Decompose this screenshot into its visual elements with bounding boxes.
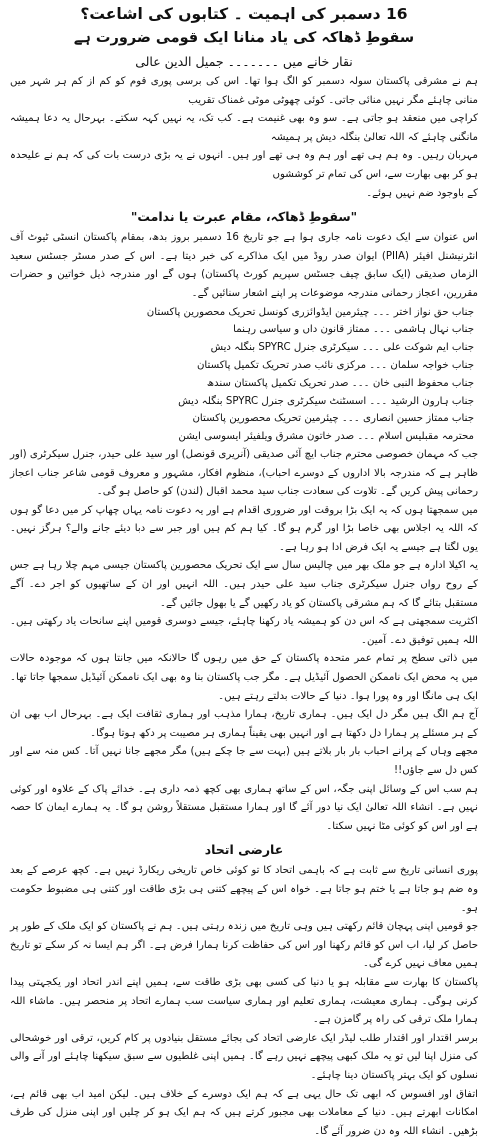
section-heading: "سقوطِ ڈھاکہ، مقام عبرت یا ندامت" [10,207,478,227]
speaker-list [10,304,478,446]
list-item: جناب ایم شوکت علی ۔۔۔ سیکرٹری جنرل SPYRC بنگلہ دیش [10,339,474,357]
list-item: جناب حق نواز اختر ۔۔۔ چیئرمین ایڈوائزری کونسل تحریک محصورین پاکستان [10,304,474,322]
article-subtitle: سقوطِ ڈھاکہ کی یاد منانا ایک قومی ضرورت ہے [10,27,478,49]
paragraph: اکثریت سمجھتی ہے کہ اس دن کو ہمیشہ یاد رکھنا چاہئے، جیسے دوسری قومیں اپنے سانحات یاد رکھتی ہیں۔ اللہ ہمیں توفیق دے۔ آمین۔ [10,613,478,650]
paragraph: مجھے وہاں کے پرانے احباب بار بار بلاتے ہیں (بہت سے جا چکے ہیں) مگر مجھے جانا نہیں آتا۔ کس منہ سے اور کس دل سے جاؤں!! [10,743,478,780]
paragraph: ہم سب اس کے وسائل اپنی جگہ، اس کے ساتھ ہماری بھی کچھ ذمہ داری ہے۔ خدائے پاک کے علاوہ اور کوئی نہیں ہے۔ انشاء اللہ تعالیٰ ایک نیا دور آئے گا اور ہمارا مستقبل مستقلاً روشن ہو گا۔ یہ ہمارے ایمان کا حصہ ہے اور اس کو کوئی مٹا نہیں سکتا۔ [10,781,478,837]
paragraph: کے باوجود ضم نہیں ہوئے۔ [10,185,478,204]
paragraph: پوری انسانی تاریخ سے ثابت ہے کہ باہمی اتحاد کا تو کوئی خاص تاریخی ریکارڈ نہیں ہے۔ کچھ عرصے کے بعد وہ ضم ہو جاتا ہے یا ختم ہو جاتا ہے۔ خواہ اس کے پیچھے کتنی ہی بڑی طاقت اور کتنی ہی مضبوط حکومت ہو۔ [10,862,478,918]
paragraph: کراچی میں منعقد ہو جاتی ہے۔ سو وہ بھی غنیمت ہے۔ کب تک، یہ نہیں کہہ سکتے۔ بہرحال یہ دعا ہمیشہ مانگنی چاہئے کہ اللہ تعالیٰ بنگلہ دیش پر ہمیشہ [10,110,478,147]
list-item: جناب محفوظ النبی خان ۔۔۔ صدر تحریک تکمیل پاکستان سندھ [10,375,474,393]
paragraph: اتفاق اور افسوس کہ ابھی تک حال یہی ہے کہ ہم ایک دوسرے کے خلاف ہیں۔ لیکن امید اب بھی قائم ہے، امکانات ابھرتے ہیں۔ دنیا کے معاملات بھی مجبور کرتے ہیں کہ ہم ایک ہو کر چلیں اور اپنی منزل کی طرف بڑھیں۔ انشاء اللہ وہ دن ضرور آئے گا۔ [10,1086,478,1141]
paragraph: ہم نے مشرقی پاکستان سولہ دسمبر کو الگ ہوا تھا۔ اس کی برسی پوری قوم کو کم از کم ہر شہر میں منانی چاہئے مگر نہیں منائی جاتی۔ کوئی چھوٹی موٹی غمناک تقریب [10,73,478,110]
paragraph: آج ہم الگ ہیں مگر دل ایک ہیں۔ ہماری تاریخ، ہمارا مذہب اور ہماری ثقافت ایک ہے۔ بہرحال اب بھی ان کے ہر مسئلے پر ہمارا دل دکھتا ہے اور انہیں بھی یقیناً ہماری ہر مصیبت پر دکھ ہوتا ہوگا۔ [10,706,478,743]
paragraph: میں سمجھتا ہوں کہ یہ ایک بڑا بروقت اور ضروری اقدام ہے اور یہ دعوت نامہ یہاں چھاپ کر میں دعا گو ہوں کہ اللہ یہ اجلاس بھی خاصا بڑا اور گرم ہو گا۔ کیا ہم کم ہیں اور جبر سے دبا دیئے جانے والے؟ ہرگز نہیں۔ یوں لگتا ہے جیسے یہ ایک فرض ادا ہو رہا ہے۔ [10,502,478,558]
list-item: محترمہ مقبلیس اسلام ۔۔۔ صدر خاتون مشرق ویلفیئر ایسوسی ایشن [10,428,474,446]
paragraph: پاکستان کا بھارت سے مقابلہ ہو یا دنیا کی کسی بھی بڑی طاقت سے، ہمیں اپنے اندر اتحاد اور یکجہتی پیدا کرنی ہوگی۔ ہماری معیشت، ہماری تعلیم اور ہماری سیاست سب ہمارے اتحاد پر منحصر ہیں۔ ماشاء اللہ ہمارا ملک ترقی کی راہ پر گامزن ہے۔ [10,974,478,1030]
list-item: جناب ہارون الرشید ۔۔۔ اسسٹنٹ سیکرٹری جنرل SPYRC بنگلہ دیش [10,393,474,411]
paragraph: جب کہ مہمان خصوصی محترم جناب ایچ آئی صدیقی (آنریری قونصل) اور سید علی حیدر، جنرل سیکرٹری (اور ظاہر ہے کہ مندرجہ بالا اداروں کے دوسرے احباب)، منظوم افکار، مشہور و معروف قومی شاعر جناب اعجاز رحمانی پیش کریں گے۔ تلاوت کی سعادت جناب سید محمد اقبال (لندن) کو حاصل ہو گی۔ [10,446,478,502]
list-item: جناب خواجہ سلمان ۔۔۔ مرکزی نائب صدر تحریک تکمیل پاکستان [10,357,474,375]
paragraph: برسر اقتدار اور اقتدار طلب لیڈر ایک عارضی اتحاد کی بجائے مستقل بنیادوں پر کام کریں، ترقی اور خوشحالی کی منزل اپنا لیں تو یہ ملک کبھی پیچھے نہیں رہے گا۔ ہمیں اپنی غلطیوں سے سبق سیکھنا چاہئے اور آنے والی نسلوں کو ایک بہتر پاکستان دینا چاہئے۔ [10,1030,478,1086]
paragraph: اس عنوان سے ایک دعوت نامہ جاری ہوا ہے جو تاریخ 16 دسمبر بروز بدھ، بمقام پاکستان انسٹی ٹیوٹ آف انٹرنیشنل افیئر (PIIA) ایوان صدر روڈ میں ایک مذاکرے کی خبر دیتا ہے۔ اس کے صدر مسٹر جسٹس سعید الزماں صدیقی (ایک سابق چیف جسٹس سپریم کورٹ پاکستان) ہوں گے اور مندرجہ ذیل خواتین و حضرات مقررین، اعجاز رحمانی مندرجہ موضوعات پر اپنے اشعار سنائیں گے۔ [10,229,478,303]
list-item: جناب ممتاز حسین انصاری ۔۔۔ چیئرمین تحریک محصورین پاکستان [10,410,474,428]
article-byline: نقار خانے میں ۔۔۔۔۔۔۔ جمیل الدین عالی [10,53,478,71]
paragraph: یہ اکیلا ادارہ ہے جو ملک بھر میں چالیس سال سے ایک تحریک محصورین پاکستان جیسی مہم چلا رہا ہے جس کے روح رواں جنرل سیکرٹری جناب سید علی حیدر ہیں۔ اللہ انہیں اور ان کے ساتھیوں کو اجر دے۔ آگے مستقبل بتائے گا کہ ہم مشرقی پاکستان کو یاد رکھیں گے یا بھول جائیں گے۔ [10,557,478,613]
intro-text [10,73,478,203]
paragraph: مہربان رہیں۔ وہ ہم ہی تھے اور ہم وہ ہی تھے اور ہیں۔ انہوں نے یہ بڑی درست بات کی کہ ہم نے علیحدہ ہو کر بھی بھارت سے، اس کی تمام تر کوششوں [10,147,478,184]
article-title: 16 دسمبر کی اہمیت ۔ کتابوں کی اشاعت؟ [10,4,478,25]
paragraph: میں ذاتی سطح پر تمام عمر متحدہ پاکستان کے حق میں رہوں گا حالانکہ میں جانتا ہوں کہ موجودہ حالات میں یہ محض ایک ناممکن الحصول آئیڈیل ہے۔ مگر جب پاکستان بنا وہ بھی ایک ناممکن آئیڈیل سمجھا جاتا تھا۔ ایک ہی مانگا اور وہ پورا ہوا۔ دنیا کے حالات بدلتے رہتے ہیں۔ [10,650,478,706]
section-heading: عارضی اتحاد [10,840,478,860]
list-item: جناب نہال ہاشمی ۔۔۔ ممتاز قانون داں و سیاسی رہنما [10,321,474,339]
paragraph: جو قومیں اپنی پہچان قائم رکھتی ہیں وہی تاریخ میں زندہ رہتی ہیں۔ ہم نے پاکستان کو ایک ملک کے طور پر حاصل کر لیا، اب اس کو قائم رکھنا اور اس کی حفاظت کرنا ہمارا فرض ہے۔ اگر ہم ایسا نہ کر سکے تو تاریخ ہمیں معاف نہیں کرے گی۔ [10,918,478,974]
